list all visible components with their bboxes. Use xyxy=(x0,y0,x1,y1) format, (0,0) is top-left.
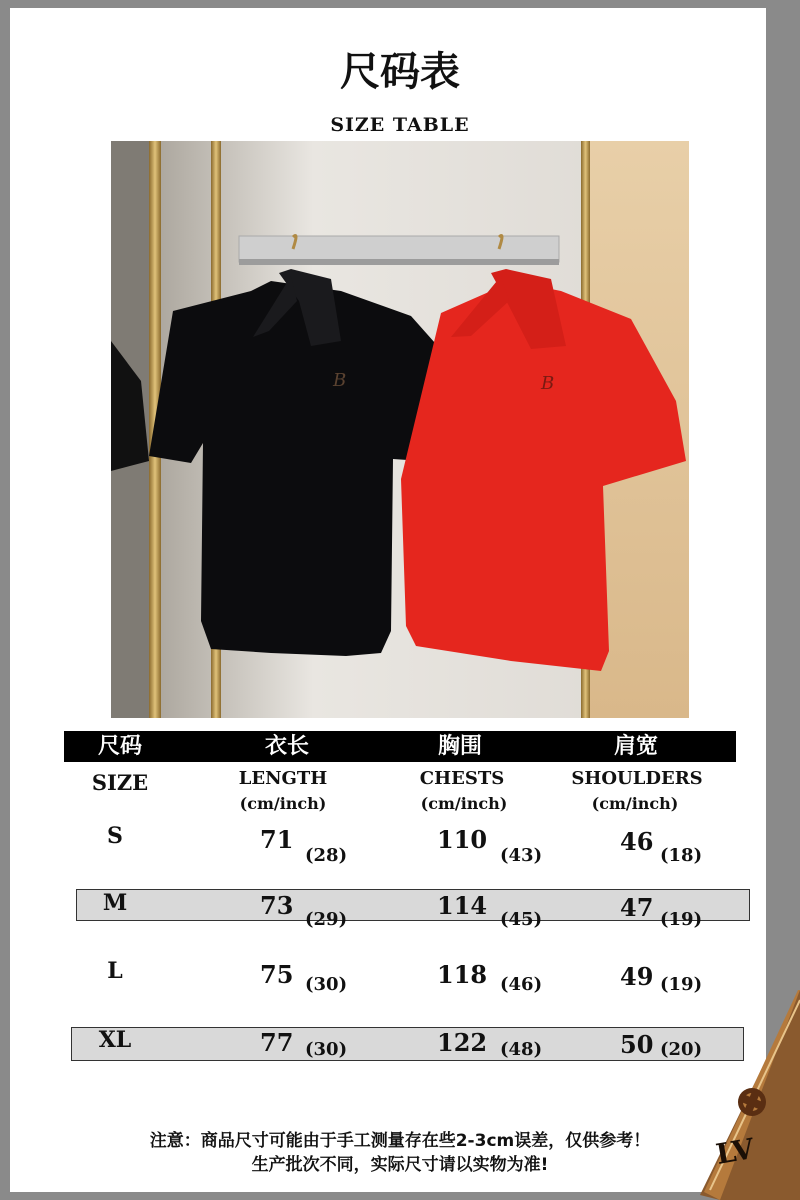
disclaimer-note-1: 注意：商品尺寸可能由于手工测量存在些2-3cm误差，仅供参考！ xyxy=(149,1131,651,1151)
chest-cm: 118 xyxy=(437,960,488,989)
header-chest-cn: 胸围 xyxy=(437,734,483,759)
shoulder-cm: 50 xyxy=(620,1030,654,1059)
chest-cm: 110 xyxy=(437,825,488,854)
product-photo xyxy=(111,141,689,718)
chest-cm: 122 xyxy=(437,1028,488,1057)
shoulder-inch: (19) xyxy=(660,974,703,995)
shoulder-inch: (19) xyxy=(660,909,703,930)
header-shoulder-en: SHOULDERS xyxy=(571,768,703,789)
length-cm: 75 xyxy=(260,960,294,989)
svg-text:B: B xyxy=(541,373,555,394)
header-chest-en: CHESTS xyxy=(419,768,505,789)
header-size-en: SIZE xyxy=(91,770,149,795)
shoulder-cm: 46 xyxy=(620,827,654,856)
length-inch: (30) xyxy=(305,1039,348,1060)
disclaimer-note-2: 生产批次不同，实际尺寸请以实物为准! xyxy=(251,1155,549,1175)
chest-cm: 114 xyxy=(437,891,488,920)
size-label: L xyxy=(107,958,123,984)
svg-text:B: B xyxy=(333,370,347,391)
length-cm: 77 xyxy=(260,1028,294,1057)
length-inch: (28) xyxy=(305,845,348,866)
polo-shirts-photo xyxy=(111,141,689,718)
shoulder-inch: (20) xyxy=(660,1039,703,1060)
length-inch: (30) xyxy=(305,974,348,995)
length-cm: 73 xyxy=(260,891,294,920)
page-title-chinese: 尺码表 xyxy=(340,49,460,95)
size-label: S xyxy=(107,823,123,849)
chest-inch: (45) xyxy=(500,909,543,930)
header-length-cn: 衣长 xyxy=(264,734,310,759)
shoulder-inch: (18) xyxy=(660,845,703,866)
size-label: M xyxy=(102,890,128,916)
decorative-strap xyxy=(680,990,800,1200)
page-title-english: SIZE TABLE xyxy=(330,114,470,136)
header-length-en: LENGTH xyxy=(238,768,328,789)
header-size-cn: 尺码 xyxy=(97,734,143,759)
header-length-unit: (cm/inch) xyxy=(239,794,327,813)
chest-inch: (43) xyxy=(500,845,543,866)
size-label: XL xyxy=(98,1027,132,1053)
header-shoulder-cn: 肩宽 xyxy=(613,734,659,759)
header-chest-unit: (cm/inch) xyxy=(420,794,508,813)
chest-inch: (46) xyxy=(500,974,543,995)
header-shoulder-unit: (cm/inch) xyxy=(591,794,679,813)
shoulder-cm: 49 xyxy=(620,962,654,991)
length-cm: 71 xyxy=(260,825,294,854)
chest-inch: (48) xyxy=(500,1039,543,1060)
lv-logo: LV xyxy=(713,1131,757,1172)
length-inch: (29) xyxy=(305,909,348,930)
shoulder-cm: 47 xyxy=(620,893,654,922)
